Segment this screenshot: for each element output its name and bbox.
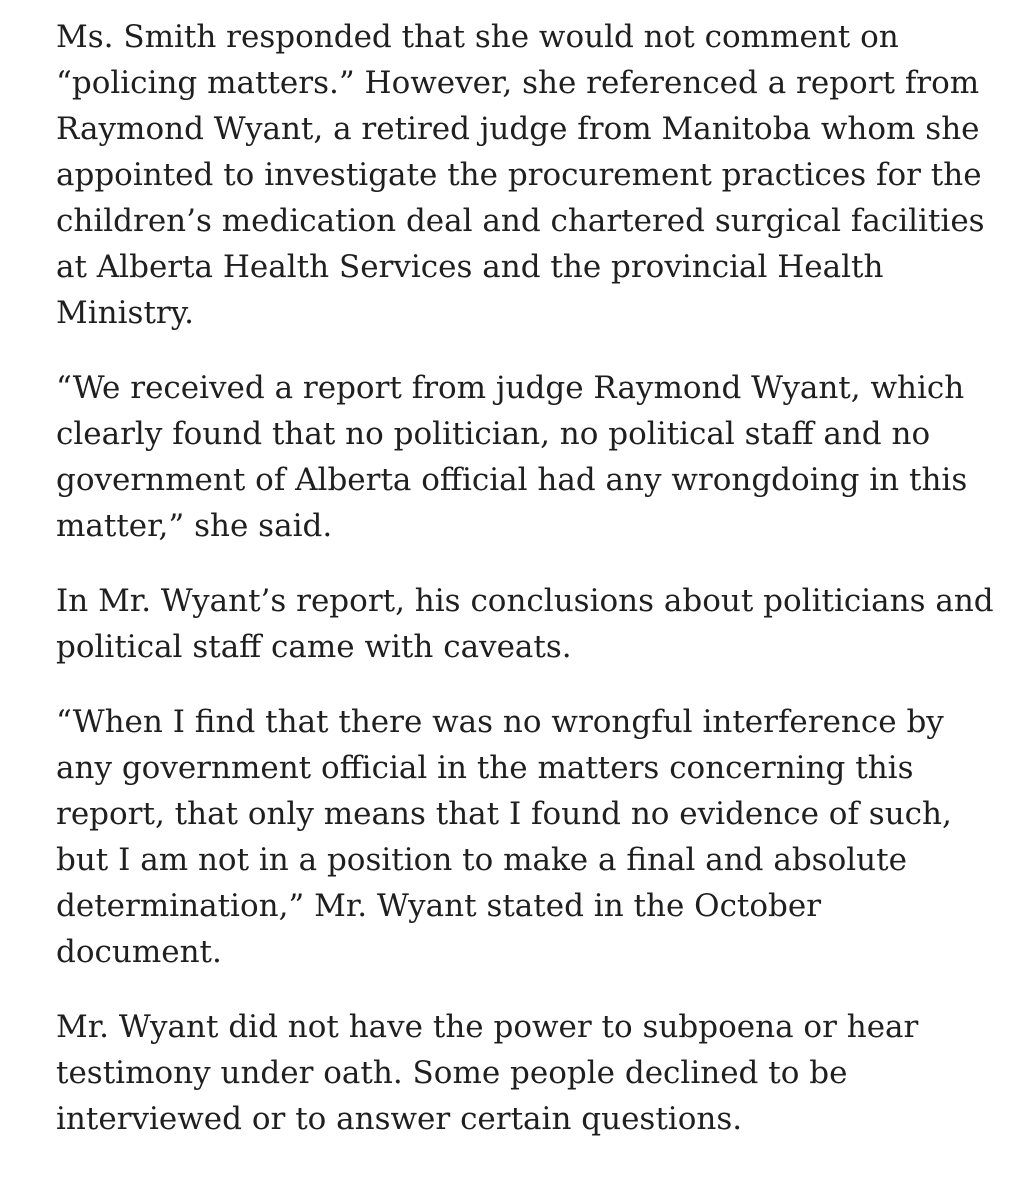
text-line: testimony under oath. Some people declined to be — [56, 1055, 848, 1091]
text-line: interviewed or to answer certain questions. — [56, 1101, 743, 1137]
text-line: appointed to investigate the procurement practices for the — [56, 157, 982, 193]
text-line: but I am not in a position to make a final and absolute — [56, 842, 907, 878]
paragraph-smith-quote — [56, 365, 986, 549]
paragraph-wyant-quote — [56, 699, 986, 975]
text-line: Raymond Wyant, a retired judge from Manitoba whom she — [56, 111, 980, 147]
text-line: matter,” she said. — [56, 508, 333, 544]
text-line: Ministry. — [56, 295, 194, 331]
paragraph-report-caveats — [56, 578, 994, 670]
text-line: any government official in the matters concerning this — [56, 750, 914, 786]
text-line: “policing matters.” However, she referenced a report from — [56, 65, 980, 101]
article-body — [56, 14, 994, 1171]
text-line: “When I find that there was no wrongful interference by — [56, 704, 944, 740]
text-line: “We received a report from judge Raymond Wyant, which — [56, 370, 965, 406]
text-line: document. — [56, 934, 222, 970]
text-line: government of Alberta official had any wrongdoing in this — [56, 462, 968, 498]
text-line: at Alberta Health Services and the provincial Health — [56, 249, 884, 285]
text-line: report, that only means that I found no evidence of such, — [56, 796, 952, 832]
text-line: clearly found that no politician, no political staff and no — [56, 416, 931, 452]
paragraph-subpoena — [56, 1004, 986, 1142]
text-line: children’s medication deal and chartered surgical facilities — [56, 203, 985, 239]
text-line: Mr. Wyant did not have the power to subpoena or hear — [56, 1009, 919, 1045]
text-line: In Mr. Wyant’s report, his conclusions about politicians and — [56, 583, 994, 619]
paragraph-smith-response — [56, 14, 986, 336]
text-line: political staff came with caveats. — [56, 629, 572, 665]
text-line: determination,” Mr. Wyant stated in the October — [56, 888, 822, 924]
text-line: Ms. Smith responded that she would not comment on — [56, 19, 899, 55]
